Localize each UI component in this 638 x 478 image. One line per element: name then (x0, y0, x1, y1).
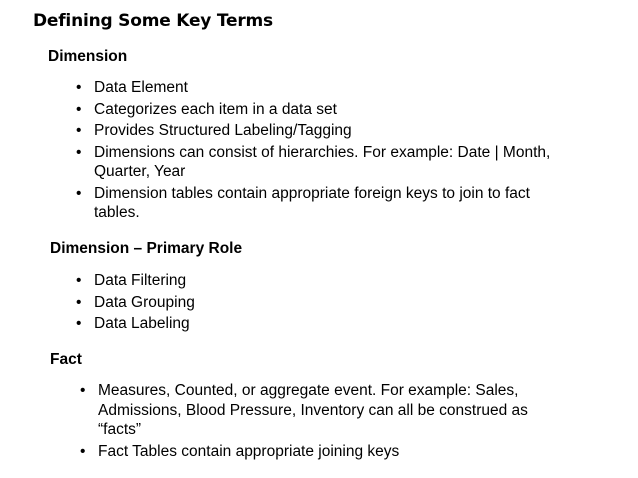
slide-title: Defining Some Key Terms (33, 11, 273, 31)
bullet-item: • Fact Tables contain appropriate joining keys (78, 442, 578, 462)
bullet-list-fact (78, 381, 578, 463)
bullet-item: • Categorizes each item in a data set (74, 100, 574, 120)
bullet-list-primary-role (74, 271, 574, 336)
bullet-item: • Data Filtering (74, 271, 574, 291)
section-heading-dimension: Dimension (48, 48, 128, 65)
bullet-item: • Measures, Counted, or aggregate event. For example: Sales, Admissions, Blood Pressure, Inventory can all be construed as “facts” (78, 381, 558, 440)
bullet-item: • Dimension tables contain appropriate foreign keys to join to fact tables. (74, 184, 544, 223)
section-heading-primary-role: Dimension – Primary Role (50, 240, 243, 257)
bullet-list-dimension (74, 78, 574, 225)
bullet-item: • Dimensions can consist of hierarchies. For example: Date | Month, Quarter, Year (74, 143, 564, 182)
bullet-item: • Data Labeling (74, 314, 574, 334)
bullet-item: • Data Grouping (74, 293, 574, 313)
bullet-item: • Provides Structured Labeling/Tagging (74, 121, 574, 141)
bullet-item: • Data Element (74, 78, 574, 98)
section-heading-fact: Fact (50, 351, 82, 368)
